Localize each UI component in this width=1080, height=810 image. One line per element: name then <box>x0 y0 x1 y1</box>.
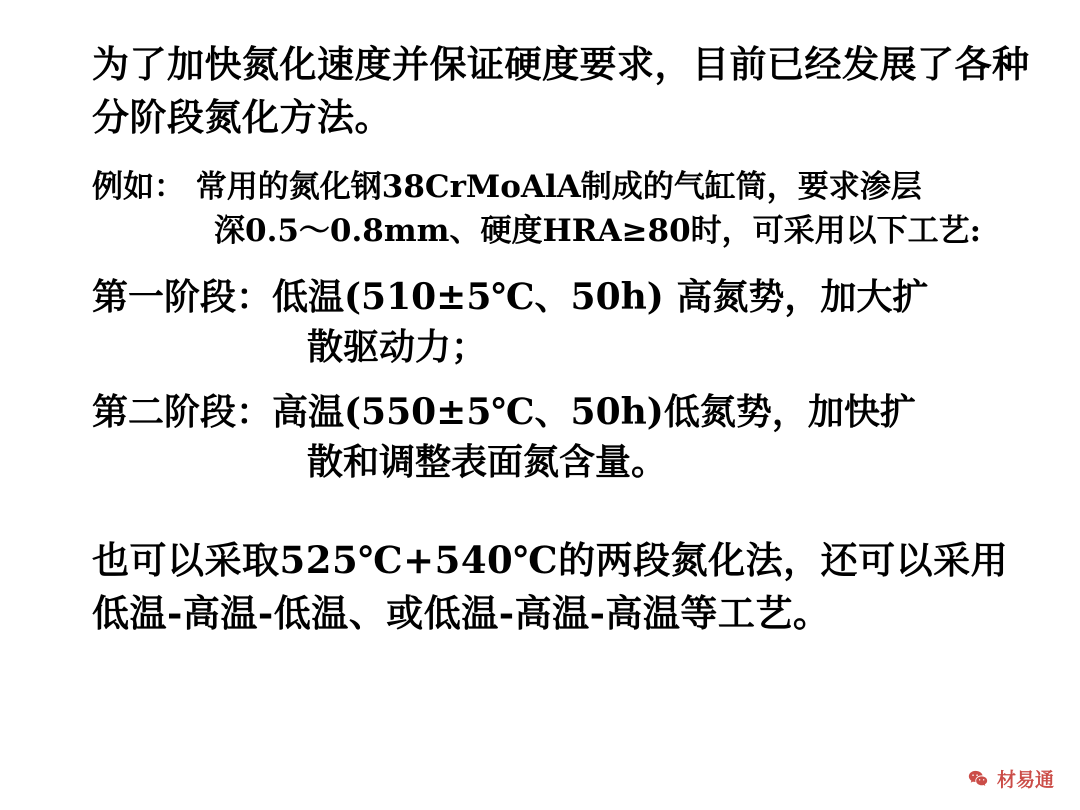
example-block <box>92 165 1047 253</box>
watermark-label: 材易通 <box>996 769 1054 791</box>
example-line-2: 深0.5～0.8mm、硬度HRA≥80时，可采用以下工艺: <box>214 213 982 250</box>
stage-two-block <box>92 388 1036 487</box>
example-line-1: 例如： 常用的氮化钢38CrMoAlA制成的气缸筒，要求渗层 <box>92 169 922 206</box>
watermark <box>967 765 1054 792</box>
stage-one-line-1: 第一阶段：低温(510±5℃、50h) 高氮势，加大扩 <box>92 276 929 319</box>
stage-one-block <box>92 273 1036 372</box>
wechat-icon <box>967 768 989 790</box>
stage-two-line-1: 第二阶段：高温(550±5℃、50h)低氮势，加快扩 <box>92 391 916 434</box>
stage-two-line-2: 散和调整表面氮含量。 <box>307 441 668 484</box>
intro-paragraph: 为了加快氮化速度并保证硬度要求，目前已经发展了各种分阶段氮化方法。 <box>92 42 1030 139</box>
final-paragraph: 也可以采取525℃+540℃的两段氮化法，还可以采用低温-高温-低温、或低温-高温-高温等工艺。 <box>92 537 1009 636</box>
stage-one-line-2: 散驱动力； <box>307 325 488 368</box>
